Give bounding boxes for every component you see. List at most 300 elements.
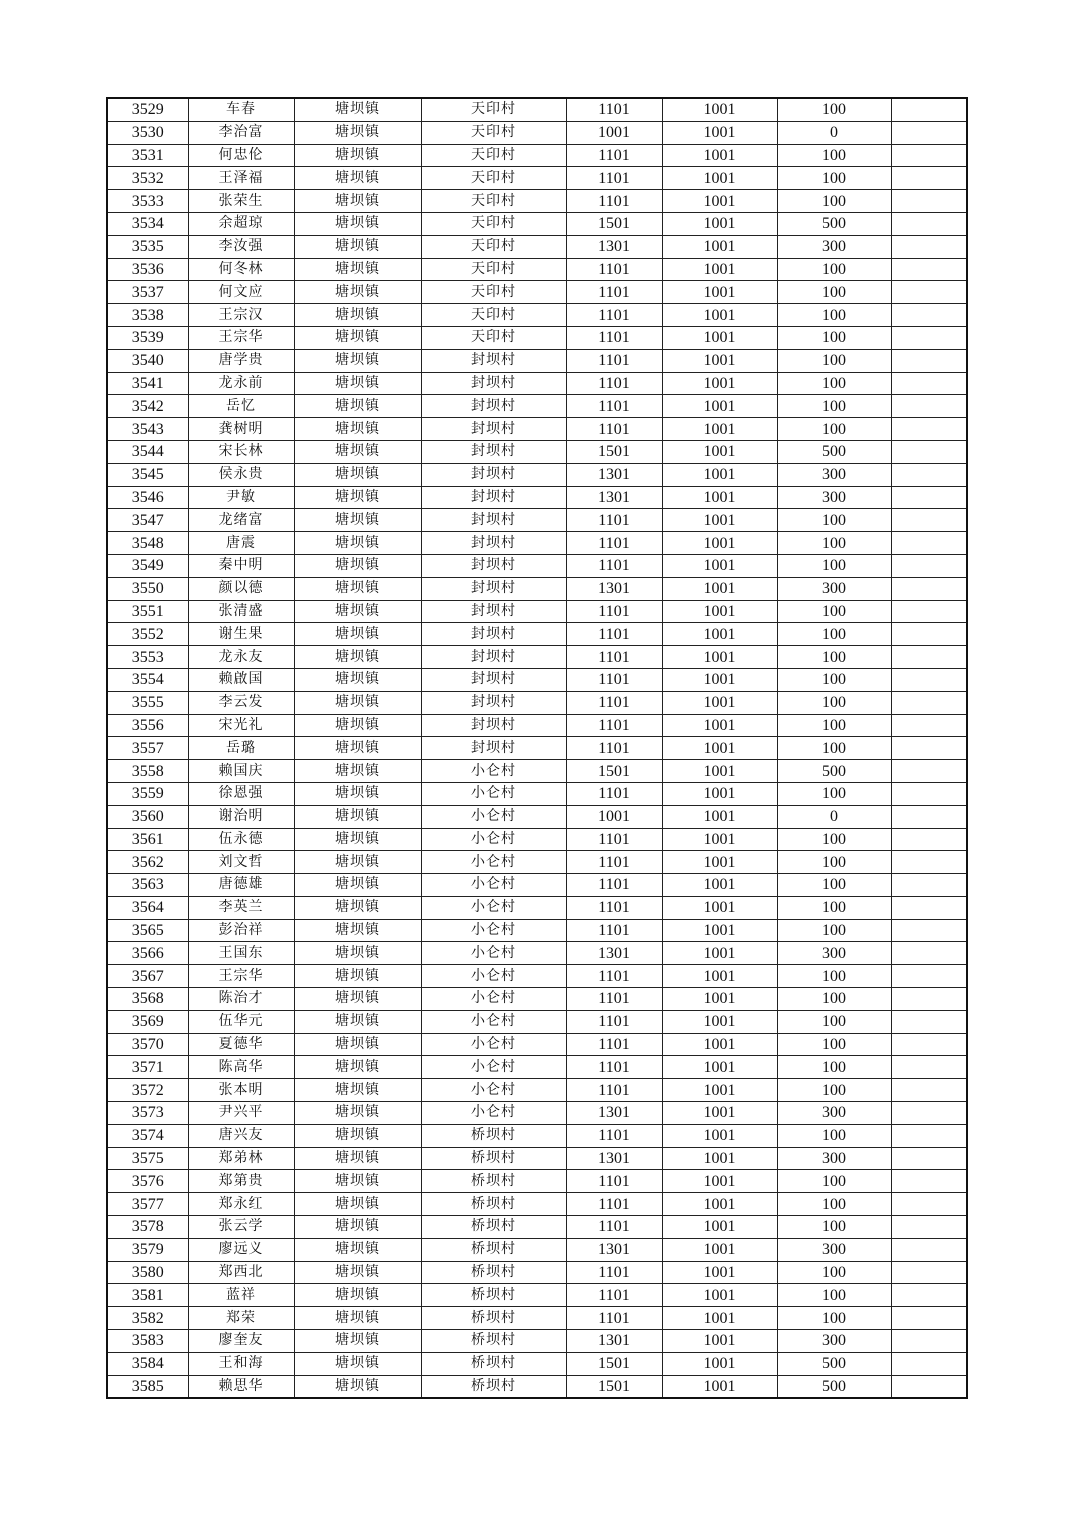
table-row: [107, 668, 967, 691]
town-cell: 塘坝镇: [294, 828, 421, 851]
name-cell: 张云学: [188, 1216, 294, 1239]
table-row: [107, 372, 967, 395]
amount-cell: 100: [777, 326, 891, 349]
code-a-cell: 1301: [566, 942, 662, 965]
index-cell: 3532: [107, 167, 188, 190]
table-row: [107, 190, 967, 213]
index-cell: 3583: [107, 1330, 188, 1353]
code-a-cell: 1101: [566, 1079, 662, 1102]
code-b-cell: 1001: [662, 509, 777, 532]
code-b-cell: 1001: [662, 235, 777, 258]
amount-cell: 100: [777, 1170, 891, 1193]
town-cell: 塘坝镇: [294, 805, 421, 828]
name-cell: 车春: [188, 98, 294, 121]
code-a-cell: 1101: [566, 1261, 662, 1284]
code-a-cell: 1101: [566, 326, 662, 349]
code-a-cell: 1101: [566, 988, 662, 1011]
amount-cell: 100: [777, 395, 891, 418]
code-a-cell: 1101: [566, 874, 662, 897]
remark-cell: [891, 782, 967, 805]
remark-cell: [891, 98, 967, 121]
amount-cell: 100: [777, 691, 891, 714]
town-cell: 塘坝镇: [294, 714, 421, 737]
code-b-cell: 1001: [662, 988, 777, 1011]
code-b-cell: 1001: [662, 782, 777, 805]
town-cell: 塘坝镇: [294, 600, 421, 623]
village-cell: 桥坝村: [421, 1307, 566, 1330]
village-cell: 天印村: [421, 144, 566, 167]
remark-cell: [891, 1056, 967, 1079]
index-cell: 3563: [107, 874, 188, 897]
village-cell: 小仑村: [421, 896, 566, 919]
name-cell: 尹兴平: [188, 1102, 294, 1125]
code-b-cell: 1001: [662, 190, 777, 213]
code-b-cell: 1001: [662, 942, 777, 965]
remark-cell: [891, 623, 967, 646]
amount-cell: 100: [777, 1193, 891, 1216]
amount-cell: 100: [777, 349, 891, 372]
index-cell: 3580: [107, 1261, 188, 1284]
table-row: [107, 235, 967, 258]
index-cell: 3556: [107, 714, 188, 737]
amount-cell: 100: [777, 988, 891, 1011]
name-cell: 宋光礼: [188, 714, 294, 737]
code-a-cell: 1501: [566, 1375, 662, 1398]
amount-cell: 100: [777, 1216, 891, 1239]
table-row: [107, 1216, 967, 1239]
name-cell: 宋长林: [188, 440, 294, 463]
code-a-cell: 1101: [566, 1284, 662, 1307]
amount-cell: 500: [777, 212, 891, 235]
amount-cell: 100: [777, 828, 891, 851]
code-a-cell: 1101: [566, 532, 662, 555]
code-b-cell: 1001: [662, 646, 777, 669]
code-a-cell: 1101: [566, 281, 662, 304]
village-cell: 天印村: [421, 258, 566, 281]
index-cell: 3560: [107, 805, 188, 828]
code-b-cell: 1001: [662, 1216, 777, 1239]
town-cell: 塘坝镇: [294, 532, 421, 555]
code-a-cell: 1301: [566, 577, 662, 600]
town-cell: 塘坝镇: [294, 395, 421, 418]
town-cell: 塘坝镇: [294, 1010, 421, 1033]
amount-cell: 100: [777, 1033, 891, 1056]
table-row: [107, 874, 967, 897]
index-cell: 3548: [107, 532, 188, 555]
code-a-cell: 1501: [566, 212, 662, 235]
table-row: [107, 1102, 967, 1125]
index-cell: 3579: [107, 1238, 188, 1261]
index-cell: 3546: [107, 486, 188, 509]
remark-cell: [891, 349, 967, 372]
amount-cell: 100: [777, 281, 891, 304]
amount-cell: 300: [777, 235, 891, 258]
code-a-cell: 1101: [566, 1033, 662, 1056]
table-row: [107, 349, 967, 372]
village-cell: 封坝村: [421, 668, 566, 691]
code-a-cell: 1101: [566, 1170, 662, 1193]
town-cell: 塘坝镇: [294, 988, 421, 1011]
town-cell: 塘坝镇: [294, 942, 421, 965]
remark-cell: [891, 418, 967, 441]
town-cell: 塘坝镇: [294, 1079, 421, 1102]
code-a-cell: 1101: [566, 554, 662, 577]
remark-cell: [891, 486, 967, 509]
table-row: [107, 988, 967, 1011]
village-cell: 小仑村: [421, 919, 566, 942]
amount-cell: 100: [777, 532, 891, 555]
remark-cell: [891, 805, 967, 828]
table-row: [107, 326, 967, 349]
index-cell: 3572: [107, 1079, 188, 1102]
name-cell: 彭治祥: [188, 919, 294, 942]
name-cell: 何冬林: [188, 258, 294, 281]
table-row: [107, 167, 967, 190]
table-row: [107, 942, 967, 965]
code-a-cell: 1101: [566, 1193, 662, 1216]
remark-cell: [891, 1193, 967, 1216]
village-cell: 天印村: [421, 304, 566, 327]
amount-cell: 300: [777, 486, 891, 509]
remark-cell: [891, 1079, 967, 1102]
code-b-cell: 1001: [662, 577, 777, 600]
code-b-cell: 1001: [662, 919, 777, 942]
table-row: [107, 1033, 967, 1056]
table-row: [107, 440, 967, 463]
remark-cell: [891, 121, 967, 144]
town-cell: 塘坝镇: [294, 258, 421, 281]
town-cell: 塘坝镇: [294, 1284, 421, 1307]
remark-cell: [891, 760, 967, 783]
amount-cell: 100: [777, 1056, 891, 1079]
name-cell: 岳忆: [188, 395, 294, 418]
table-row: [107, 1056, 967, 1079]
table-row: [107, 1352, 967, 1375]
amount-cell: 100: [777, 965, 891, 988]
amount-cell: 100: [777, 668, 891, 691]
village-cell: 桥坝村: [421, 1147, 566, 1170]
table-row: [107, 98, 967, 121]
table-row: [107, 919, 967, 942]
table-row: [107, 691, 967, 714]
index-cell: 3549: [107, 554, 188, 577]
code-a-cell: 1101: [566, 372, 662, 395]
name-cell: 廖远义: [188, 1238, 294, 1261]
code-b-cell: 1001: [662, 1124, 777, 1147]
name-cell: 龙永前: [188, 372, 294, 395]
town-cell: 塘坝镇: [294, 782, 421, 805]
remark-cell: [891, 965, 967, 988]
name-cell: 李云发: [188, 691, 294, 714]
code-b-cell: 1001: [662, 1056, 777, 1079]
code-a-cell: 1101: [566, 418, 662, 441]
name-cell: 徐恩强: [188, 782, 294, 805]
village-cell: 小仑村: [421, 942, 566, 965]
village-cell: 封坝村: [421, 554, 566, 577]
amount-cell: 100: [777, 372, 891, 395]
name-cell: 王宗汉: [188, 304, 294, 327]
code-a-cell: 1501: [566, 1352, 662, 1375]
amount-cell: 500: [777, 760, 891, 783]
code-b-cell: 1001: [662, 896, 777, 919]
town-cell: 塘坝镇: [294, 212, 421, 235]
index-cell: 3529: [107, 98, 188, 121]
remark-cell: [891, 532, 967, 555]
town-cell: 塘坝镇: [294, 440, 421, 463]
code-a-cell: 1101: [566, 190, 662, 213]
remark-cell: [891, 1147, 967, 1170]
code-a-cell: 1101: [566, 919, 662, 942]
name-cell: 唐学贵: [188, 349, 294, 372]
index-cell: 3536: [107, 258, 188, 281]
remark-cell: [891, 304, 967, 327]
amount-cell: 500: [777, 1352, 891, 1375]
code-a-cell: 1101: [566, 304, 662, 327]
code-b-cell: 1001: [662, 1375, 777, 1398]
amount-cell: 500: [777, 1375, 891, 1398]
code-b-cell: 1001: [662, 532, 777, 555]
village-cell: 小仑村: [421, 1056, 566, 1079]
remark-cell: [891, 509, 967, 532]
amount-cell: 100: [777, 167, 891, 190]
town-cell: 塘坝镇: [294, 326, 421, 349]
amount-cell: 100: [777, 144, 891, 167]
name-cell: 郑弟林: [188, 1147, 294, 1170]
remark-cell: [891, 1261, 967, 1284]
index-cell: 3571: [107, 1056, 188, 1079]
remark-cell: [891, 1124, 967, 1147]
code-b-cell: 1001: [662, 851, 777, 874]
name-cell: 蓝祥: [188, 1284, 294, 1307]
remark-cell: [891, 668, 967, 691]
code-a-cell: 1101: [566, 258, 662, 281]
table-row: [107, 851, 967, 874]
amount-cell: 100: [777, 554, 891, 577]
code-b-cell: 1001: [662, 1307, 777, 1330]
code-b-cell: 1001: [662, 304, 777, 327]
village-cell: 小仑村: [421, 782, 566, 805]
amount-cell: 100: [777, 851, 891, 874]
village-cell: 天印村: [421, 212, 566, 235]
code-b-cell: 1001: [662, 1193, 777, 1216]
remark-cell: [891, 258, 967, 281]
code-b-cell: 1001: [662, 212, 777, 235]
code-a-cell: 1101: [566, 1216, 662, 1239]
index-cell: 3547: [107, 509, 188, 532]
code-a-cell: 1301: [566, 463, 662, 486]
code-b-cell: 1001: [662, 463, 777, 486]
name-cell: 张本明: [188, 1079, 294, 1102]
town-cell: 塘坝镇: [294, 235, 421, 258]
remark-cell: [891, 1375, 967, 1398]
table-row: [107, 965, 967, 988]
name-cell: 郑永红: [188, 1193, 294, 1216]
amount-cell: 100: [777, 737, 891, 760]
code-a-cell: 1301: [566, 1102, 662, 1125]
village-cell: 天印村: [421, 121, 566, 144]
village-cell: 小仑村: [421, 988, 566, 1011]
table-row: [107, 1330, 967, 1353]
remark-cell: [891, 1238, 967, 1261]
town-cell: 塘坝镇: [294, 1261, 421, 1284]
code-a-cell: 1101: [566, 1307, 662, 1330]
name-cell: 王泽福: [188, 167, 294, 190]
name-cell: 龙永友: [188, 646, 294, 669]
table-row: [107, 1124, 967, 1147]
code-b-cell: 1001: [662, 1102, 777, 1125]
table-row: [107, 486, 967, 509]
village-cell: 天印村: [421, 235, 566, 258]
village-cell: 桥坝村: [421, 1170, 566, 1193]
code-b-cell: 1001: [662, 418, 777, 441]
remark-cell: [891, 554, 967, 577]
village-cell: 小仑村: [421, 1102, 566, 1125]
town-cell: 塘坝镇: [294, 281, 421, 304]
town-cell: 塘坝镇: [294, 167, 421, 190]
code-a-cell: 1301: [566, 235, 662, 258]
village-cell: 封坝村: [421, 646, 566, 669]
amount-cell: 100: [777, 714, 891, 737]
table-row: [107, 1307, 967, 1330]
index-cell: 3535: [107, 235, 188, 258]
village-cell: 小仑村: [421, 828, 566, 851]
index-cell: 3573: [107, 1102, 188, 1125]
code-b-cell: 1001: [662, 691, 777, 714]
village-cell: 天印村: [421, 98, 566, 121]
name-cell: 王宗华: [188, 326, 294, 349]
index-cell: 3544: [107, 440, 188, 463]
index-cell: 3555: [107, 691, 188, 714]
index-cell: 3543: [107, 418, 188, 441]
name-cell: 陈高华: [188, 1056, 294, 1079]
village-cell: 封坝村: [421, 486, 566, 509]
name-cell: 张荣生: [188, 190, 294, 213]
code-b-cell: 1001: [662, 372, 777, 395]
name-cell: 龚树明: [188, 418, 294, 441]
village-cell: 封坝村: [421, 463, 566, 486]
amount-cell: 100: [777, 1124, 891, 1147]
index-cell: 3550: [107, 577, 188, 600]
village-cell: 封坝村: [421, 577, 566, 600]
amount-cell: 300: [777, 942, 891, 965]
index-cell: 3568: [107, 988, 188, 1011]
code-b-cell: 1001: [662, 349, 777, 372]
index-cell: 3553: [107, 646, 188, 669]
town-cell: 塘坝镇: [294, 919, 421, 942]
village-cell: 封坝村: [421, 714, 566, 737]
code-b-cell: 1001: [662, 395, 777, 418]
remark-cell: [891, 737, 967, 760]
code-b-cell: 1001: [662, 486, 777, 509]
table-row: [107, 577, 967, 600]
amount-cell: 100: [777, 646, 891, 669]
village-cell: 桥坝村: [421, 1352, 566, 1375]
town-cell: 塘坝镇: [294, 851, 421, 874]
village-cell: 小仑村: [421, 965, 566, 988]
remark-cell: [891, 167, 967, 190]
town-cell: 塘坝镇: [294, 1102, 421, 1125]
remark-cell: [891, 691, 967, 714]
name-cell: 侯永贵: [188, 463, 294, 486]
table-row: [107, 212, 967, 235]
remark-cell: [891, 1102, 967, 1125]
table-row: [107, 1010, 967, 1033]
index-cell: 3576: [107, 1170, 188, 1193]
town-cell: 塘坝镇: [294, 554, 421, 577]
table-row: [107, 760, 967, 783]
village-cell: 小仑村: [421, 760, 566, 783]
amount-cell: 100: [777, 896, 891, 919]
name-cell: 伍永德: [188, 828, 294, 851]
village-cell: 封坝村: [421, 532, 566, 555]
amount-cell: 300: [777, 1147, 891, 1170]
code-b-cell: 1001: [662, 98, 777, 121]
village-cell: 封坝村: [421, 600, 566, 623]
name-cell: 陈治才: [188, 988, 294, 1011]
town-cell: 塘坝镇: [294, 1307, 421, 1330]
index-cell: 3554: [107, 668, 188, 691]
table-row: [107, 1284, 967, 1307]
name-cell: 郑荣: [188, 1307, 294, 1330]
village-cell: 小仑村: [421, 1079, 566, 1102]
index-cell: 3575: [107, 1147, 188, 1170]
code-b-cell: 1001: [662, 281, 777, 304]
table-row: [107, 1261, 967, 1284]
table-row: [107, 896, 967, 919]
town-cell: 塘坝镇: [294, 1147, 421, 1170]
amount-cell: 100: [777, 418, 891, 441]
remark-cell: [891, 326, 967, 349]
name-cell: 王国东: [188, 942, 294, 965]
index-cell: 3557: [107, 737, 188, 760]
amount-cell: 500: [777, 440, 891, 463]
remark-cell: [891, 942, 967, 965]
remark-cell: [891, 212, 967, 235]
code-a-cell: 1101: [566, 737, 662, 760]
amount-cell: 100: [777, 1284, 891, 1307]
table-row: [107, 600, 967, 623]
town-cell: 塘坝镇: [294, 1330, 421, 1353]
name-cell: 谢治明: [188, 805, 294, 828]
remark-cell: [891, 988, 967, 1011]
name-cell: 王宗华: [188, 965, 294, 988]
index-cell: 3567: [107, 965, 188, 988]
town-cell: 塘坝镇: [294, 691, 421, 714]
index-cell: 3540: [107, 349, 188, 372]
code-a-cell: 1101: [566, 1124, 662, 1147]
code-a-cell: 1001: [566, 805, 662, 828]
remark-cell: [891, 1284, 967, 1307]
name-cell: 郑西北: [188, 1261, 294, 1284]
code-b-cell: 1001: [662, 1147, 777, 1170]
index-cell: 3562: [107, 851, 188, 874]
village-cell: 小仑村: [421, 1010, 566, 1033]
remark-cell: [891, 874, 967, 897]
village-cell: 天印村: [421, 190, 566, 213]
remark-cell: [891, 1307, 967, 1330]
index-cell: 3539: [107, 326, 188, 349]
name-cell: 唐兴友: [188, 1124, 294, 1147]
code-b-cell: 1001: [662, 600, 777, 623]
name-cell: 颜以德: [188, 577, 294, 600]
table-row: [107, 782, 967, 805]
table-row: [107, 258, 967, 281]
village-cell: 封坝村: [421, 737, 566, 760]
town-cell: 塘坝镇: [294, 190, 421, 213]
village-cell: 小仑村: [421, 805, 566, 828]
village-cell: 封坝村: [421, 372, 566, 395]
amount-cell: 300: [777, 1102, 891, 1125]
